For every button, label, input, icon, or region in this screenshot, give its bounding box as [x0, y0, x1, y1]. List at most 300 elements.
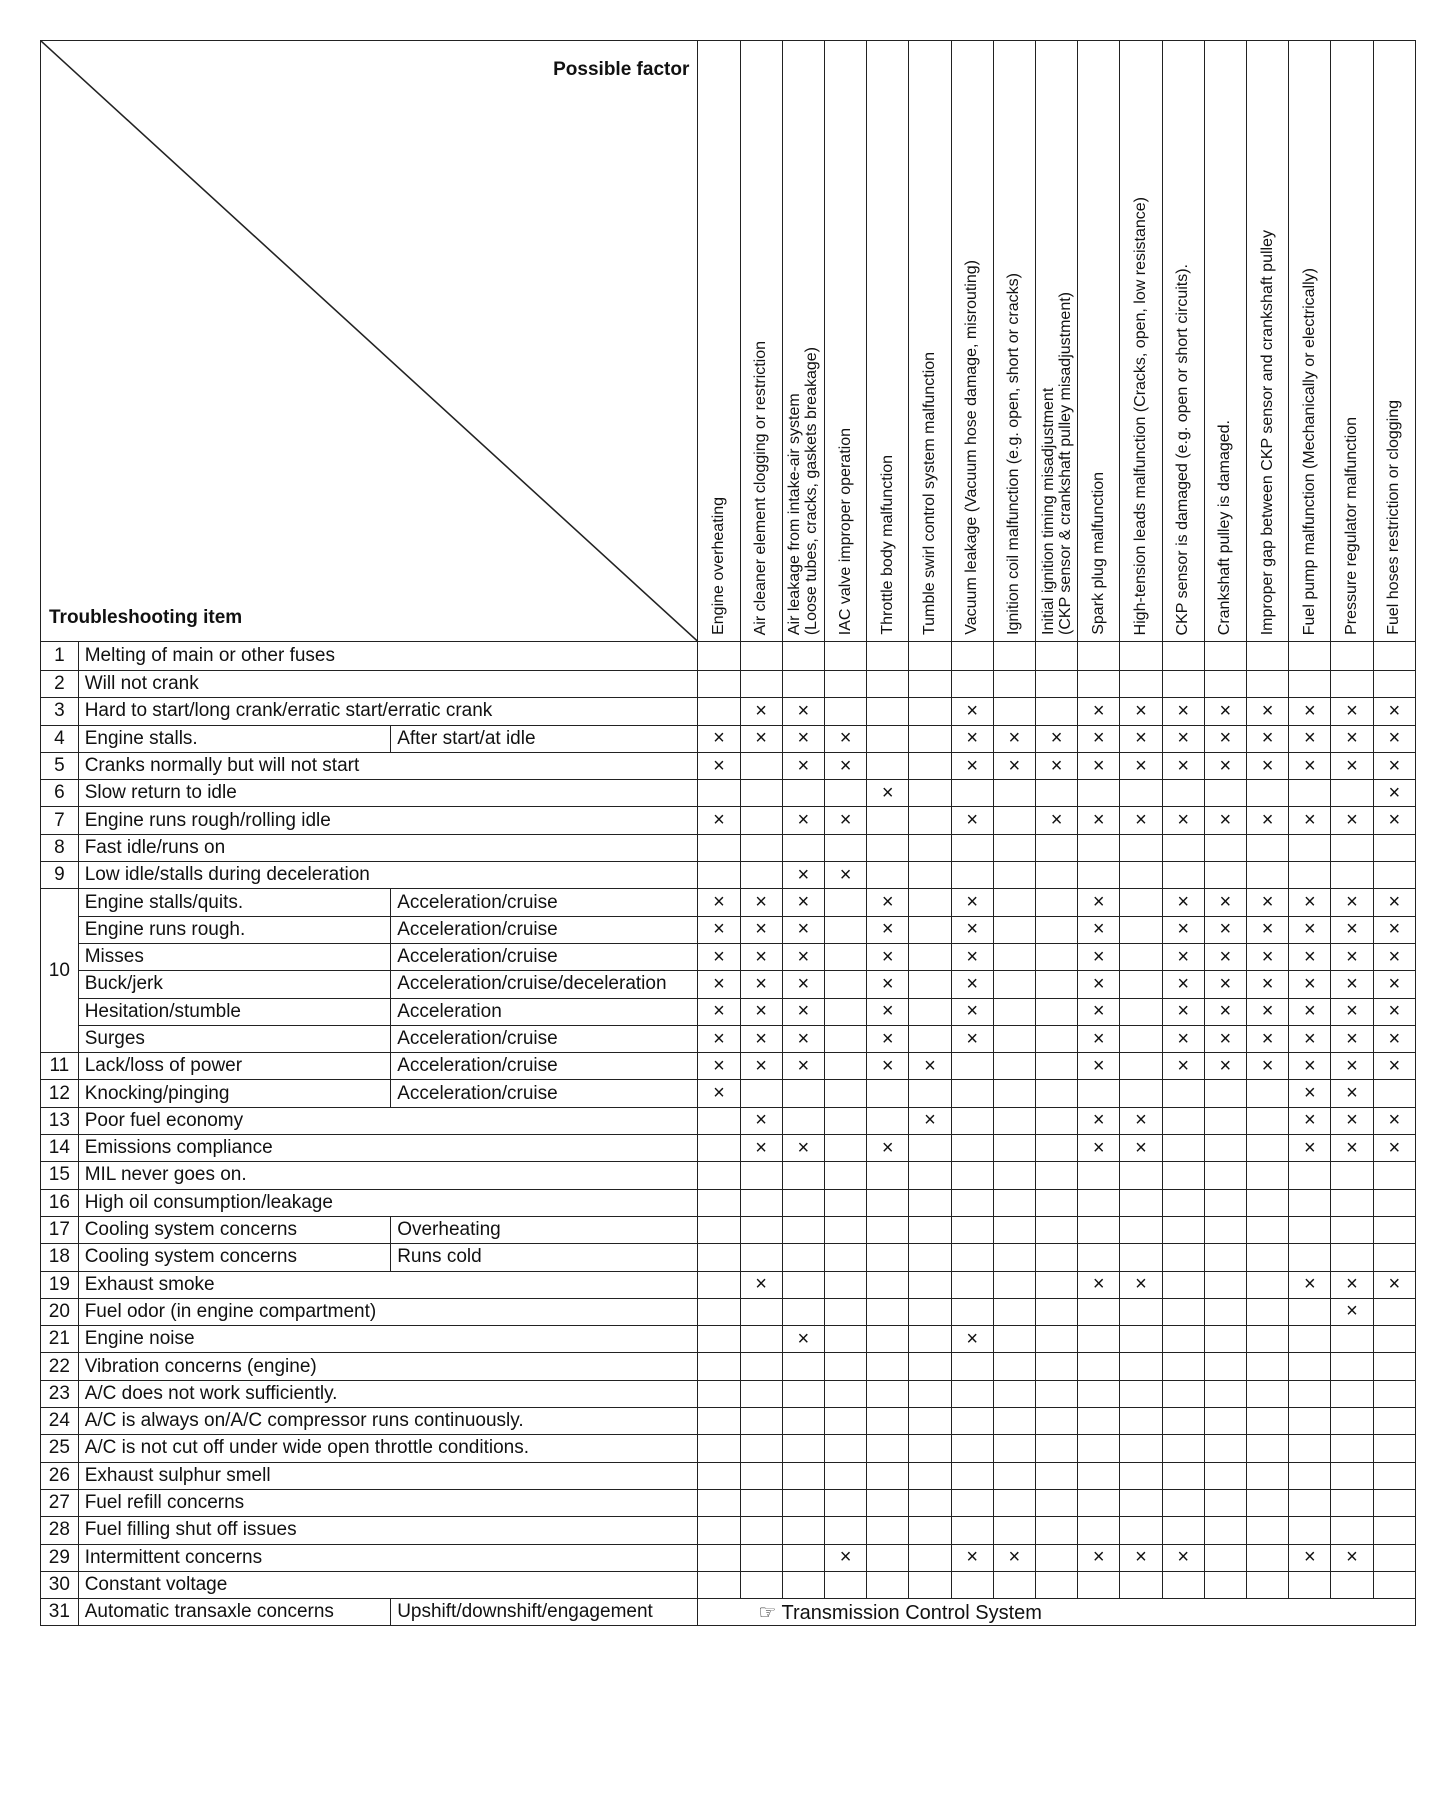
table-row: [41, 1489, 1416, 1516]
factor-cell: [1331, 1517, 1373, 1544]
factor-cell: [951, 1053, 993, 1080]
factor-mark: ×: [782, 971, 824, 998]
factor-mark: ×: [1078, 1053, 1120, 1080]
factor-cell: [1035, 1408, 1077, 1435]
factor-mark: ×: [1331, 943, 1373, 970]
table-body: [41, 642, 1416, 1626]
factor-cell: [1373, 1408, 1415, 1435]
factor-cell: [993, 1489, 1035, 1516]
factor-cell: [993, 1080, 1035, 1107]
factor-cell: [1120, 1353, 1162, 1380]
factor-cell: [1078, 1244, 1120, 1271]
factor-mark: ×: [1078, 1271, 1120, 1298]
factor-cell: [1078, 1571, 1120, 1598]
row-number: 13: [41, 1107, 79, 1134]
factor-cell: [698, 1298, 740, 1325]
factor-mark: ×: [1120, 807, 1162, 834]
factor-mark: ×: [1331, 1298, 1373, 1325]
factor-cell: [1035, 889, 1077, 916]
factor-cell: [1246, 1298, 1288, 1325]
row-item: Constant voltage: [78, 1571, 698, 1598]
factor-cell: [1162, 834, 1204, 861]
row-number: 19: [41, 1271, 79, 1298]
factor-cell: [698, 1189, 740, 1216]
factor-header: [782, 41, 824, 642]
factor-cell: [824, 1435, 866, 1462]
row-number: 25: [41, 1435, 79, 1462]
factor-mark: ×: [782, 862, 824, 889]
factor-cell: [909, 1162, 951, 1189]
factor-cell: [740, 1298, 782, 1325]
factor-label: Fuel pump malfunction (Mechanically or electrically): [1300, 267, 1318, 635]
row-item: Melting of main or other fuses: [78, 642, 698, 671]
factor-cell: [824, 1298, 866, 1325]
row-number: 14: [41, 1135, 79, 1162]
factor-cell: [1331, 862, 1373, 889]
factor-cell: [782, 1189, 824, 1216]
row-item: A/C is always on/A/C compressor runs continuously.: [78, 1408, 698, 1435]
row-number: 24: [41, 1408, 79, 1435]
factor-cell: [951, 1571, 993, 1598]
row-item: A/C is not cut off under wide open throttle conditions.: [78, 1435, 698, 1462]
factor-mark: ×: [1373, 698, 1415, 725]
factor-mark: ×: [1331, 889, 1373, 916]
factor-cell: [909, 1216, 951, 1243]
table-row: [41, 1462, 1416, 1489]
factor-cell: [1035, 1080, 1077, 1107]
row-item: Engine noise: [78, 1326, 698, 1353]
row-number: 18: [41, 1244, 79, 1271]
row-number: 28: [41, 1517, 79, 1544]
factor-cell: [1035, 1025, 1077, 1052]
factor-cell: [782, 642, 824, 671]
factor-cell: [740, 1462, 782, 1489]
row-condition: Acceleration/cruise: [391, 943, 698, 970]
factor-cell: [1162, 1380, 1204, 1407]
row-item: Slow return to idle: [78, 780, 698, 807]
factor-mark: ×: [1204, 725, 1246, 752]
factor-cell: [1120, 889, 1162, 916]
factor-cell: [909, 862, 951, 889]
row-number: 5: [41, 752, 79, 779]
factor-cell: [909, 971, 951, 998]
factor-cell: [867, 1107, 909, 1134]
factor-mark: ×: [782, 807, 824, 834]
factor-cell: [1289, 1462, 1331, 1489]
factor-cell: [993, 998, 1035, 1025]
factor-cell: [951, 1162, 993, 1189]
factor-cell: [1331, 1216, 1373, 1243]
factor-cell: [867, 1080, 909, 1107]
factor-cell: [951, 1517, 993, 1544]
factor-mark: ×: [951, 889, 993, 916]
table-row: [41, 1216, 1416, 1243]
table-row: [41, 943, 1416, 970]
factor-cell: [1078, 1380, 1120, 1407]
factor-cell: [782, 834, 824, 861]
factor-cell: [1035, 1462, 1077, 1489]
factor-cell: [951, 1435, 993, 1462]
factor-cell: [1289, 671, 1331, 698]
factor-mark: ×: [1331, 1544, 1373, 1571]
factor-cell: [1078, 1080, 1120, 1107]
factor-cell: [1204, 1517, 1246, 1544]
factor-cell: [1120, 1435, 1162, 1462]
factor-label: Air cleaner element clogging or restriction: [752, 340, 770, 635]
factor-header: [1162, 41, 1204, 642]
factor-cell: [698, 1107, 740, 1134]
factor-cell: [993, 1517, 1035, 1544]
factor-header: [1035, 41, 1077, 642]
factor-cell: [782, 1380, 824, 1407]
factor-cell: [909, 1408, 951, 1435]
factor-cell: [1162, 642, 1204, 671]
row-number: 7: [41, 807, 79, 834]
factor-header: [867, 41, 909, 642]
factor-cell: [993, 1298, 1035, 1325]
factor-cell: [1246, 1544, 1288, 1571]
factor-cell: [698, 642, 740, 671]
factor-mark: ×: [1246, 971, 1288, 998]
factor-label: Throttle body malfunction: [878, 455, 896, 635]
factor-mark: ×: [1246, 1025, 1288, 1052]
table-row: [41, 642, 1416, 671]
factor-mark: ×: [1162, 698, 1204, 725]
factor-cell: [782, 1544, 824, 1571]
row-item: Emissions compliance: [78, 1135, 698, 1162]
factor-cell: [867, 862, 909, 889]
factor-cell: [782, 780, 824, 807]
factor-mark: ×: [698, 725, 740, 752]
factor-cell: [909, 943, 951, 970]
factor-cell: [1120, 1025, 1162, 1052]
transmission-control-system-reference: ☞ Transmission Control System: [698, 1599, 1416, 1626]
factor-mark: ×: [1289, 971, 1331, 998]
factor-header: [909, 41, 951, 642]
factor-cell: [909, 1326, 951, 1353]
factor-mark: ×: [782, 1135, 824, 1162]
factor-cell: [1120, 1053, 1162, 1080]
factor-cell: [1204, 1216, 1246, 1243]
factor-cell: [824, 1135, 866, 1162]
row-condition: Acceleration/cruise: [391, 1025, 698, 1052]
factor-mark: ×: [1078, 998, 1120, 1025]
factor-cell: [824, 642, 866, 671]
factor-cell: [1162, 1244, 1204, 1271]
factor-cell: [909, 1298, 951, 1325]
factor-cell: [1078, 834, 1120, 861]
factor-mark: ×: [1373, 889, 1415, 916]
possible-factor-label: Possible factor: [553, 59, 690, 80]
factor-cell: [824, 943, 866, 970]
factor-cell: [1120, 1489, 1162, 1516]
factor-cell: [909, 752, 951, 779]
factor-cell: [867, 1216, 909, 1243]
factor-mark: ×: [1162, 807, 1204, 834]
factor-label: Crankshaft pulley is damaged.: [1216, 419, 1234, 635]
row-number: 27: [41, 1489, 79, 1516]
factor-cell: [1373, 1517, 1415, 1544]
factor-cell: [1078, 1189, 1120, 1216]
factor-mark: ×: [951, 1025, 993, 1052]
row-number: 11: [41, 1053, 79, 1080]
row-condition: Acceleration/cruise: [391, 889, 698, 916]
factor-mark: ×: [993, 725, 1035, 752]
factor-mark: ×: [867, 1135, 909, 1162]
factor-cell: [993, 1189, 1035, 1216]
factor-cell: [1120, 1517, 1162, 1544]
factor-mark: ×: [1331, 725, 1373, 752]
factor-cell: [698, 780, 740, 807]
factor-cell: [1204, 1244, 1246, 1271]
table-row: [41, 1517, 1416, 1544]
factor-cell: [740, 834, 782, 861]
factor-cell: [1289, 834, 1331, 861]
factor-mark: ×: [1331, 1135, 1373, 1162]
factor-cell: [824, 998, 866, 1025]
factor-mark: ×: [1331, 1053, 1373, 1080]
row-condition: Acceleration/cruise: [391, 916, 698, 943]
factor-cell: [1162, 862, 1204, 889]
factor-cell: [1162, 1080, 1204, 1107]
factor-mark: ×: [698, 889, 740, 916]
factor-cell: [1373, 1571, 1415, 1598]
table-row: [41, 1435, 1416, 1462]
factor-mark: ×: [740, 1107, 782, 1134]
table-row: [41, 1162, 1416, 1189]
factor-cell: [909, 1380, 951, 1407]
factor-mark: ×: [1204, 1053, 1246, 1080]
factor-cell: [951, 642, 993, 671]
factor-header: [1373, 41, 1415, 642]
factor-mark: ×: [1246, 1053, 1288, 1080]
factor-cell: [698, 1544, 740, 1571]
factor-cell: [1246, 1271, 1288, 1298]
factor-cell: [824, 1326, 866, 1353]
factor-cell: [867, 725, 909, 752]
table-row: [41, 1244, 1416, 1271]
factor-cell: [1078, 780, 1120, 807]
factor-cell: [1162, 1353, 1204, 1380]
factor-header: [824, 41, 866, 642]
factor-cell: [824, 1189, 866, 1216]
factor-mark: ×: [1204, 1025, 1246, 1052]
factor-cell: [867, 1571, 909, 1598]
factor-cell: [1035, 943, 1077, 970]
header-corner: [41, 41, 698, 642]
factor-cell: [867, 1353, 909, 1380]
factor-cell: [993, 1353, 1035, 1380]
factor-mark: ×: [951, 725, 993, 752]
factor-mark: ×: [1289, 752, 1331, 779]
factor-cell: [1035, 1353, 1077, 1380]
factor-mark: ×: [1120, 1107, 1162, 1134]
factor-label: CKP sensor is damaged (e.g. open or short circuits).: [1174, 263, 1192, 635]
factor-cell: [1331, 1489, 1373, 1516]
factor-cell: [1120, 1216, 1162, 1243]
factor-mark: ×: [782, 698, 824, 725]
factor-cell: [824, 1053, 866, 1080]
row-number: 23: [41, 1380, 79, 1407]
factor-mark: ×: [1204, 971, 1246, 998]
row-item: Automatic transaxle concerns: [78, 1599, 391, 1626]
factor-cell: [1373, 1489, 1415, 1516]
row-number: 20: [41, 1298, 79, 1325]
factor-cell: [782, 1216, 824, 1243]
factor-cell: [1120, 834, 1162, 861]
factor-cell: [698, 862, 740, 889]
factor-mark: ×: [951, 1326, 993, 1353]
table-row: [41, 1408, 1416, 1435]
factor-mark: ×: [1289, 1135, 1331, 1162]
table-row: [41, 916, 1416, 943]
factor-cell: [951, 1189, 993, 1216]
factor-mark: ×: [698, 1025, 740, 1052]
factor-cell: [782, 1162, 824, 1189]
row-item: Exhaust smoke: [78, 1271, 698, 1298]
row-item: Hard to start/long crank/erratic start/erratic crank: [78, 698, 698, 725]
factor-cell: [909, 1025, 951, 1052]
factor-mark: ×: [993, 1544, 1035, 1571]
factor-label: Pressure regulator malfunction: [1342, 417, 1360, 635]
factor-cell: [1373, 1462, 1415, 1489]
factor-mark: ×: [1373, 752, 1415, 779]
row-item: Engine stalls.: [78, 725, 391, 752]
factor-cell: [1373, 1216, 1415, 1243]
factor-cell: [1162, 1517, 1204, 1544]
factor-mark: ×: [1331, 971, 1373, 998]
row-item: Hesitation/stumble: [78, 998, 391, 1025]
factor-cell: [1204, 862, 1246, 889]
factor-cell: [993, 671, 1035, 698]
factor-mark: ×: [1246, 916, 1288, 943]
factor-cell: [1331, 1380, 1373, 1407]
factor-cell: [1204, 1298, 1246, 1325]
factor-cell: [1035, 971, 1077, 998]
factor-mark: ×: [1078, 1025, 1120, 1052]
factor-cell: [782, 1517, 824, 1544]
factor-mark: ×: [1035, 725, 1077, 752]
factor-cell: [951, 1244, 993, 1271]
factor-cell: [951, 1135, 993, 1162]
factor-cell: [1373, 642, 1415, 671]
row-number: 22: [41, 1353, 79, 1380]
row-item: Fuel refill concerns: [78, 1489, 698, 1516]
factor-label: Tumble swirl control system malfunction: [920, 351, 938, 635]
factor-mark: ×: [1078, 1107, 1120, 1134]
factor-mark: ×: [1204, 889, 1246, 916]
factor-cell: [1373, 1162, 1415, 1189]
factor-cell: [782, 1353, 824, 1380]
factor-mark: ×: [867, 916, 909, 943]
factor-cell: [698, 1571, 740, 1598]
factor-cell: [1120, 862, 1162, 889]
factor-cell: [867, 1462, 909, 1489]
factor-cell: [1035, 1107, 1077, 1134]
factor-cell: [867, 1271, 909, 1298]
factor-cell: [909, 807, 951, 834]
factor-cell: [1246, 1216, 1288, 1243]
factor-cell: [782, 1408, 824, 1435]
factor-cell: [1120, 943, 1162, 970]
row-number: 29: [41, 1544, 79, 1571]
factor-cell: [951, 780, 993, 807]
row-item: Poor fuel economy: [78, 1107, 698, 1134]
factor-cell: [1204, 1080, 1246, 1107]
factor-cell: [909, 1435, 951, 1462]
factor-cell: [1289, 1571, 1331, 1598]
factor-cell: [1162, 1408, 1204, 1435]
factor-mark: ×: [1289, 698, 1331, 725]
factor-label: Initial ignition timing misadjustment (CKP sensor & crankshaft pulley misadjustment): [1039, 292, 1074, 635]
factor-cell: [824, 780, 866, 807]
factor-cell: [1289, 1408, 1331, 1435]
factor-cell: [1246, 1517, 1288, 1544]
factor-cell: [993, 807, 1035, 834]
factor-cell: [1035, 1571, 1077, 1598]
factor-cell: [993, 780, 1035, 807]
factor-mark: ×: [951, 943, 993, 970]
factor-mark: ×: [824, 807, 866, 834]
factor-cell: [782, 1244, 824, 1271]
factor-cell: [1331, 1326, 1373, 1353]
factor-label: Spark plug malfunction: [1089, 472, 1107, 635]
factor-cell: [1120, 971, 1162, 998]
factor-cell: [824, 1025, 866, 1052]
row-condition: Overheating: [391, 1216, 698, 1243]
factor-mark: ×: [782, 943, 824, 970]
factor-cell: [740, 1080, 782, 1107]
factor-mark: ×: [1331, 998, 1373, 1025]
factor-cell: [740, 807, 782, 834]
factor-cell: [1162, 1326, 1204, 1353]
factor-mark: ×: [1331, 1080, 1373, 1107]
factor-cell: [909, 834, 951, 861]
troubleshooting-item-label: Troubleshooting item: [49, 607, 243, 628]
factor-cell: [1204, 1189, 1246, 1216]
factor-cell: [1035, 1053, 1077, 1080]
row-item: Buck/jerk: [78, 971, 391, 998]
row-number: 3: [41, 698, 79, 725]
factor-mark: ×: [1078, 971, 1120, 998]
factor-cell: [698, 1462, 740, 1489]
factor-cell: [1078, 1408, 1120, 1435]
row-number: 17: [41, 1216, 79, 1243]
factor-cell: [782, 1298, 824, 1325]
factor-cell: [824, 1216, 866, 1243]
factor-cell: [1246, 780, 1288, 807]
factor-cell: [951, 1271, 993, 1298]
factor-cell: [909, 780, 951, 807]
factor-mark: ×: [1289, 1025, 1331, 1052]
row-condition: Runs cold: [391, 1244, 698, 1271]
factor-cell: [993, 1053, 1035, 1080]
factor-mark: ×: [1373, 1271, 1415, 1298]
factor-cell: [867, 698, 909, 725]
factor-cell: [909, 998, 951, 1025]
factor-cell: [1035, 1435, 1077, 1462]
row-item: Fuel odor (in engine compartment): [78, 1298, 698, 1325]
factor-cell: [867, 1189, 909, 1216]
factor-cell: [740, 671, 782, 698]
row-item: Low idle/stalls during deceleration: [78, 862, 698, 889]
factor-cell: [1078, 1489, 1120, 1516]
factor-mark: ×: [1078, 807, 1120, 834]
factor-cell: [909, 889, 951, 916]
factor-cell: [1331, 671, 1373, 698]
factor-cell: [993, 834, 1035, 861]
factor-cell: [867, 1435, 909, 1462]
